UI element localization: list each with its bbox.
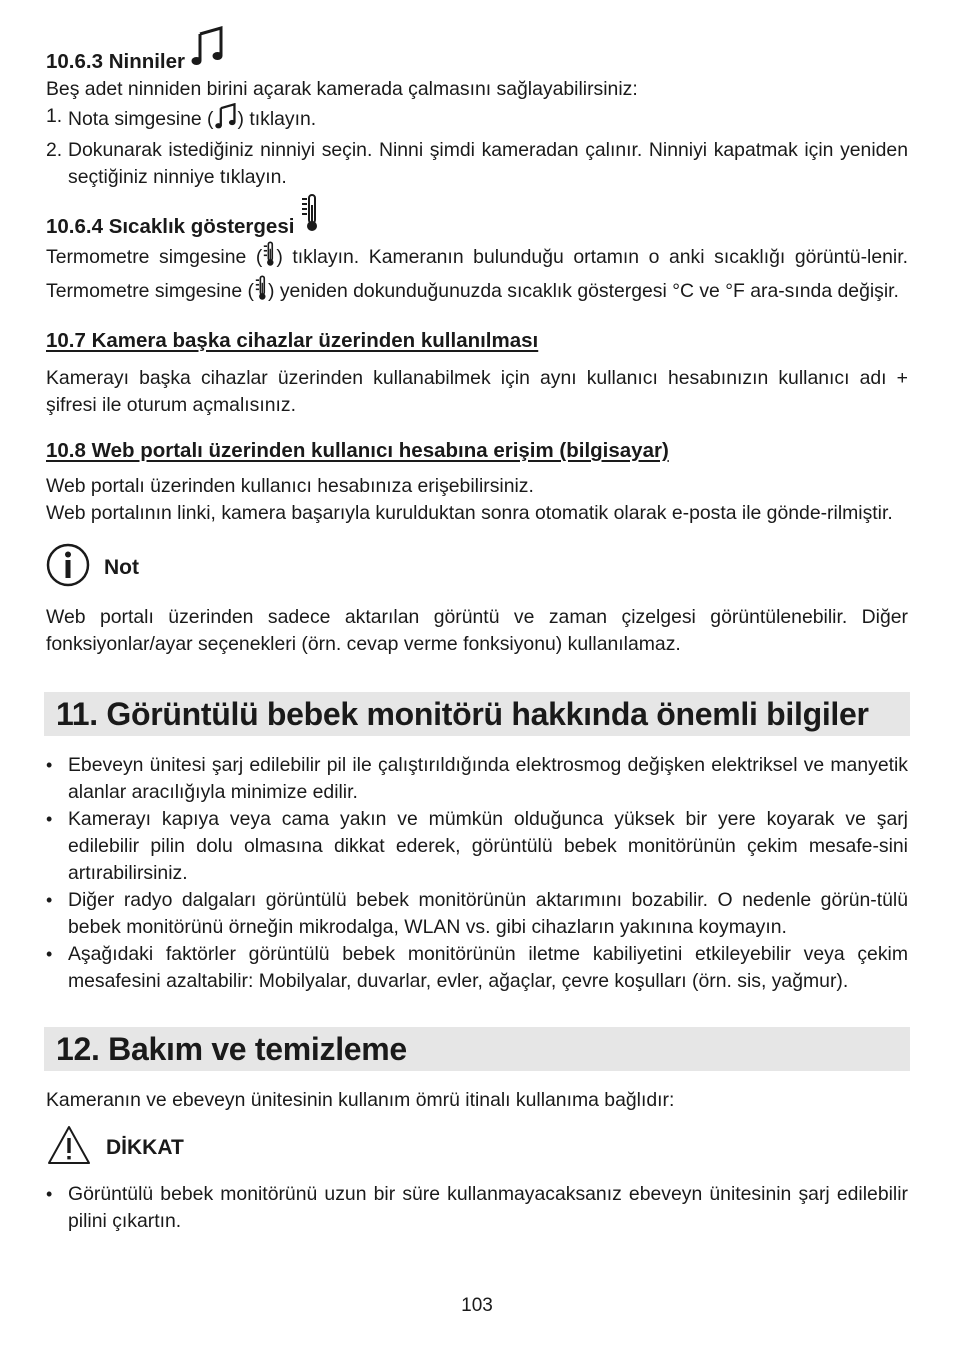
section-10-7-text: Kamerayı başka cihazlar üzerinden kullanabilmek için aynı kullanıcı hesabınızın kullanıcı adı + şifresi ile oturum açmalısınız. [46,367,908,416]
list-item [46,806,908,887]
bullet-text: Ebeveyn ünitesi şarj edilebilir pil ile çalıştırıldığında elektrosmog değişken elektriksel ve manyetik alanlar aracılığıyla minimize edilir. [68,754,908,803]
thermometer-icon [254,275,268,309]
step-number: 2. [46,139,63,161]
text-part: ) tıklayın. Kameranın bulunduğu ortamın o anki sıcaklığı görüntü-lenir. Termometre simgesine ( [46,246,909,302]
note-label: Not [104,555,139,579]
text-part: Termometre simgesine ( [46,246,263,268]
section-10-7-heading: 10.7 Kamera başka cihazlar üzerinden kullanılması [46,329,539,352]
section-10-8-p1: Web portalı üzerinden kullanıcı hesabınıza erişebilirsiniz. [46,475,534,497]
document-page [46,34,908,1235]
thermometer-icon [300,193,320,241]
section-12-bullets [46,1181,908,1235]
section-title: 10.6.3 Ninniler [46,50,186,73]
page-number: 103 [461,1295,493,1316]
section-10-8-heading: 10.8 Web portalı üzerinden kullanıcı hesabına erişim (bilgisayar) [46,439,669,462]
section-10-6-4-text [46,241,908,309]
note-text: Web portalı üzerinden sadece aktarılan görüntü ve zaman çizelgesi görüntülenebilir. Diğer fonksiyonlar/ayar seçenekleri (örn. cevap verme fonksiyonu) kullanılamaz. [46,606,908,655]
thermometer-icon [262,241,276,275]
list-item [46,887,908,941]
section-10-8-p2: Web portalının linki, kamera başarıyla kurulduktan sonra otomatik olarak e-posta ile gönde-rilmiştir. [46,502,893,524]
bullet: • [46,890,53,910]
list-item [46,1181,908,1235]
bullet-text: Aşağıdaki faktörler görüntülü bebek monitörünün iletme kabiliyetini etkileyebilir veya çekim mesafesini azaltabilir: Mobilyalar, duvarlar, evler, ağaçlar, çevre koşulları (örn. sis, yağmur). [68,943,908,992]
section-12-intro: Kameranın ve ebeveyn ünitesinin kullanım ömrü itinalı kullanıma bağlıdır: [46,1089,675,1111]
section-10-6-4-heading [46,205,908,241]
music-note-icon [191,26,225,74]
bullet: • [46,944,53,964]
bullet-text: Görüntülü bebek monitörünü uzun bir süre kullanmayacaksanız ebeveyn ünitesinin şarj edilebilir pilini çıkartın. [68,1183,908,1232]
step-text-pre: Nota simgesine ( [68,108,214,130]
caution-box [46,1124,908,1171]
list-item [46,941,908,995]
section-12-banner [44,1027,910,1071]
section-10-6-3-intro: Beş adet ninniden birini açarak kamerada çalmasını sağlayabilirsiniz: [46,78,638,100]
text-part: ) yeniden dokunduğunuzda sıcaklık göstergesi °C ve °F ara-sında değişir. [267,280,899,302]
section-11-bullets [46,752,908,995]
section-11-banner [44,692,910,736]
step-text: Dokunarak istediğiniz ninniyi seçin. Ninni şimdi kameradan çalınır. Ninniyi kapatmak için yeniden seçtiğiniz ninniye tıklayın. [68,139,908,188]
section-10-6-3-heading [46,34,908,76]
bullet: • [46,1184,53,1204]
list-item [46,137,908,191]
section-title: 10.6.4 Sıcaklık göstergesi [46,215,295,238]
music-note-icon [214,103,238,137]
info-icon [46,543,90,592]
note-box [46,543,908,592]
section-title: 11. Görüntülü bebek monitörü hakkında önemli bilgiler [56,695,869,732]
step-text-post: ) tıklayın. [237,108,317,130]
bullet: • [46,809,53,829]
warning-triangle-icon [46,1124,92,1171]
bullet: • [46,755,53,775]
list-item [46,752,908,806]
bullet-text: Diğer radyo dalgaları görüntülü bebek monitörünün aktarımını bozabilir. O nedenle görün-tülü bebek monitörünü örneğin mikrodalga, WLAN vs. gibi cihazların yakınına koymayın. [68,889,908,938]
step-number: 1. [46,105,63,127]
caution-label: DİKKAT [106,1135,184,1159]
list-item [46,103,908,137]
section-title: 12. Bakım ve temizleme [56,1030,407,1067]
bullet-text: Kamerayı kapıya veya cama yakın ve mümkün olduğunca yüksek bir yere koyarak ve şarj edilebilir pilin dolu olmasına dikkat ederek, görüntülü bebek monitörünün çekim mesafe-sini artırabilirsiniz. [68,808,908,884]
lullaby-steps [46,103,908,191]
